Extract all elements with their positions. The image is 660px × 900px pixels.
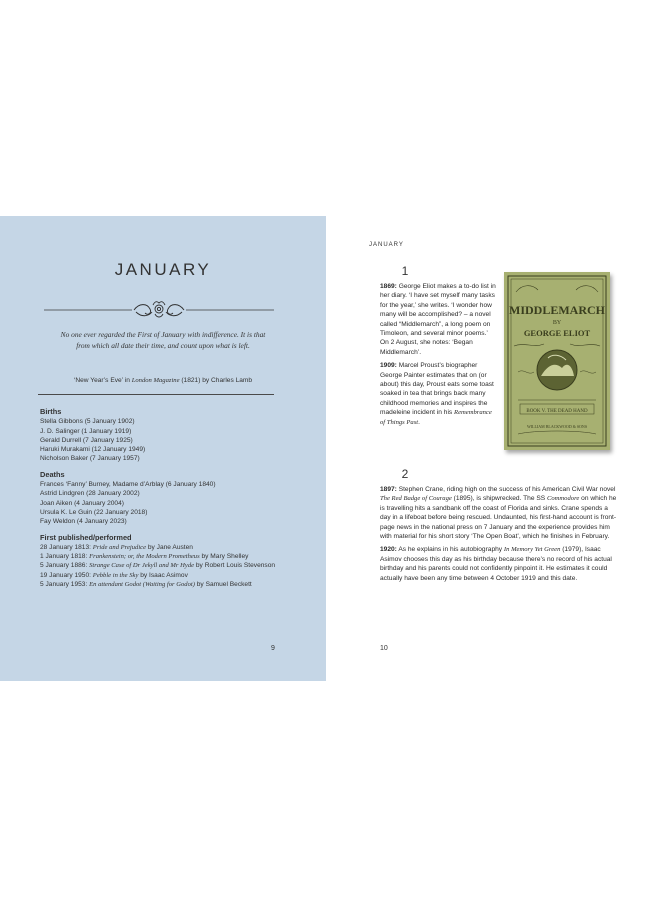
- source-text: (1821) by Charles Lamb: [179, 377, 253, 384]
- page-number: 10: [380, 645, 388, 652]
- epigraph-source: [30, 377, 296, 384]
- list-item: Joan Aiken (4 January 2004): [40, 499, 124, 507]
- cover-title: MIDDLEMARCH: [509, 303, 605, 317]
- list-item: Gerald Durrell (7 January 1925): [40, 436, 133, 444]
- deaths-heading: Deaths: [40, 469, 65, 479]
- list-item: Stella Gibbons (5 January 1902): [40, 418, 135, 426]
- month-title: JANUARY: [114, 260, 212, 279]
- right-page: [330, 216, 660, 681]
- list-item: 1 January 1818: Frankenstein; or, the Modern Prometheus by Mary Shelley: [40, 553, 249, 561]
- list-item: 5 January 1886: Strange Case of Dr Jekyll and Mr Hyde by Robert Louis Stevenson: [40, 562, 276, 570]
- list-item: Astrid Lindgren (28 January 2002): [40, 490, 140, 498]
- list-item: 19 January 1950: Pebble in the Sky by Isaac Asimov: [40, 571, 188, 579]
- entry-1920: 1920: As he explains in his autobiography In Memory Yet Green (1979), Isaac Asimov chooses this day as his birthday because there’s no record of his actual birthday and his parents could not confidently pinpoint it. He estimates it could actually have been any time between 4 October 1919 and this date.: [380, 546, 612, 582]
- list-item: Frances ‘Fanny’ Burney, Madame d’Arblay (6 January 1840): [40, 481, 216, 489]
- list-item: Nicholson Baker (7 January 1957): [40, 455, 140, 463]
- day-number: 2: [401, 467, 409, 481]
- list-item: J. D. Salinger (1 January 1919): [40, 427, 132, 435]
- entry-1909: 1909: Marcel Proust’s biographer George Painter estimates that on (or about) this day, Proust eats some toast soaked in tea that brings back many childhood memories and inspires the madeleine incident in his Remembrance of Things Past.: [380, 362, 494, 426]
- day-number: 1: [401, 264, 409, 278]
- cover-by: BY: [552, 320, 562, 326]
- day2-entries: [380, 485, 620, 587]
- day1-entries: [380, 282, 498, 431]
- epigraph-quote: No one ever regarded the First of January with indifference. It is that from which all date their time, and count upon what is left.: [60, 330, 266, 350]
- month-lists: [40, 407, 300, 589]
- cover-book-label: BOOK V. THE DEAD HAND: [526, 409, 588, 414]
- list-item: 28 January 1813: Pride and Prejudice by Jane Austen: [40, 543, 193, 551]
- list-item: 5 January 1953: En attendant Godot (Waiting for Godot) by Samuel Beckett: [40, 581, 252, 589]
- list-item: Haruki Murakami (12 January 1949): [40, 446, 146, 454]
- running-head: JANUARY: [369, 242, 404, 248]
- published-heading: First published/performed: [40, 532, 132, 542]
- entry-1869: 1869: George Eliot makes a to-do list in her diary. ‘I have set myself many tasks for the year,’ she writes. ‘I wonder how many will be accomplished? – a novel called “Middlemarch”, a long poem on Timoleon, and several minor poems.’ On 2 August, she notes: ‘Began Middlemarch’.: [380, 283, 496, 356]
- list-item: Fay Weldon (4 January 2023): [40, 518, 127, 526]
- entry-1897: 1897: Stephen Crane, riding high on the success of his American Civil War novel The Red Badge of Courage (1895), is shipwrecked. The SS Commodore on which he is travelling hits a sandbank off the coast of Florida and sinks. Crane spends a day in a lifeboat before being rescued. Undaunted, his first-hand account is front-page news in the national press on 7 January and the experience provides him with material for his short story ‘The Open Boat’, which he finishes in February.: [380, 486, 617, 541]
- source-text: ‘New Year’s Eve’ in: [73, 377, 132, 384]
- floral-ornament-icon: [44, 300, 274, 320]
- list-item: Ursula K. Le Guin (22 January 2018): [40, 508, 148, 516]
- page-number: 9: [271, 645, 275, 652]
- middlemarch-cover-image: [504, 272, 610, 450]
- source-publication: London Magazine: [131, 377, 180, 384]
- cover-publisher: WILLIAM BLACKWOOD & SONS: [526, 424, 588, 429]
- divider: [38, 394, 274, 395]
- cover-author: GEORGE ELIOT: [523, 328, 591, 338]
- births-heading: Births: [40, 407, 62, 416]
- left-page: [0, 216, 326, 681]
